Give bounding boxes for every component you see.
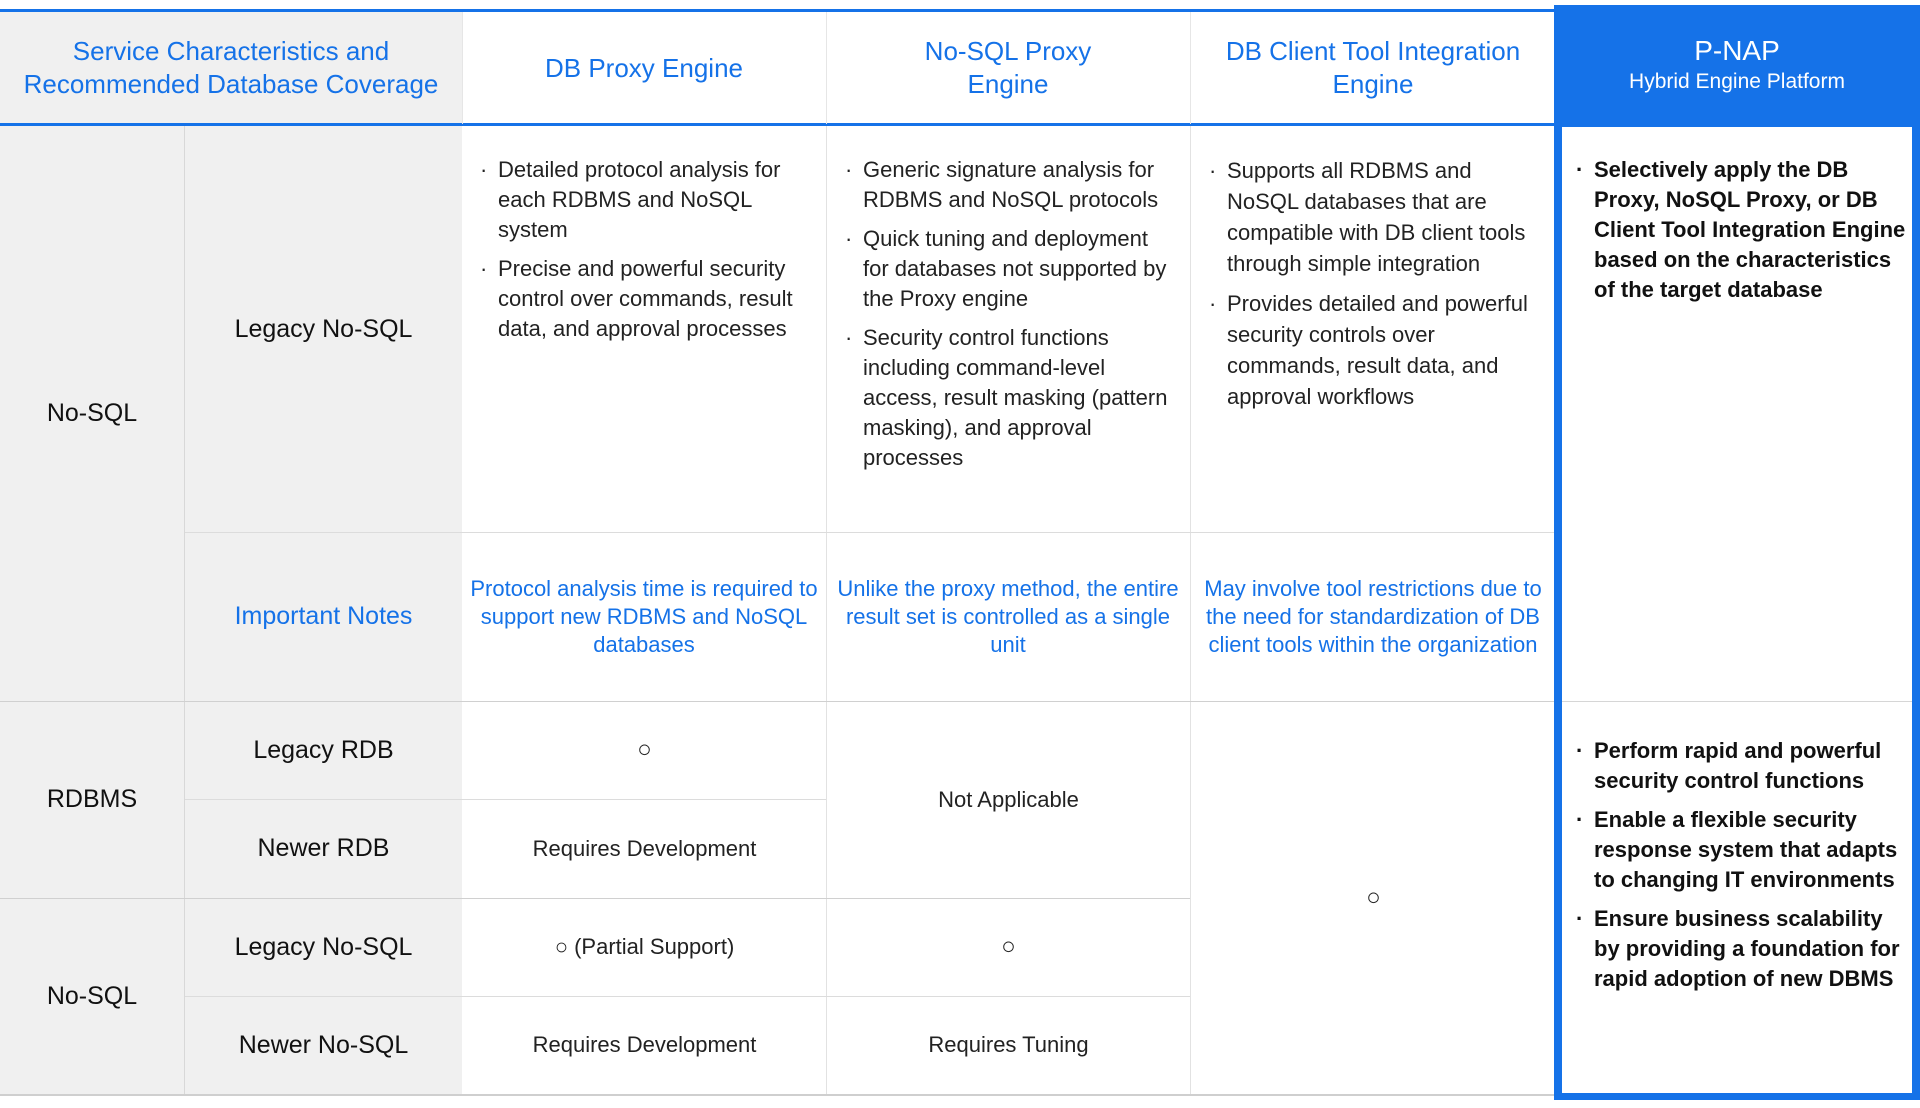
header-nosql-proxy xyxy=(826,12,1190,124)
row-label-newer-rdb-text: Newer RDB xyxy=(257,834,390,862)
list-item: · Generic signature analysis for RDBMS and NoSQL protocols xyxy=(845,155,1170,215)
row-label-legacy-nosql-2-text: Legacy No-SQL xyxy=(234,932,413,961)
header-divider xyxy=(462,12,463,124)
header-divider xyxy=(826,12,827,124)
row-label-newer-nosql-text: Newer No-SQL xyxy=(238,1030,409,1059)
note-nosql-proxy-text: Unlike the proxy method, the entire result set is controlled as a single unit xyxy=(837,575,1179,657)
cell-newer-nosql-db-proxy-text: Requires Development xyxy=(532,1032,757,1057)
cell-client-tool-features xyxy=(1209,155,1529,421)
row-label-important-notes-text: Important Notes xyxy=(234,602,413,630)
group-label-rdbms xyxy=(0,701,184,898)
group-label-nosql-text: No-SQL xyxy=(46,399,138,427)
pnap-header xyxy=(1554,5,1920,125)
circle-icon: ○ xyxy=(637,736,652,763)
list-item: · Security control functions including command-level access, result masking (pattern masking), and approval processes xyxy=(845,323,1170,473)
note-db-proxy-text: Protocol analysis time is required to support new RDBMS and NoSQL databases xyxy=(470,575,818,657)
cell-newer-rdb-db-proxy-text: Requires Development xyxy=(532,835,757,861)
group-label-rdbms-text: RDBMS xyxy=(46,785,138,813)
note-client-tool-text: May involve tool restrictions due to the need for standardization of DB client tools within the organization xyxy=(1204,575,1542,657)
group-label-nosql-2 xyxy=(0,898,184,1094)
cell-nosql-proxy-features xyxy=(845,155,1170,482)
cell-db-proxy-features xyxy=(480,155,800,353)
row-label-important-notes xyxy=(185,532,462,701)
pnap-upper-list xyxy=(1576,155,1906,314)
list-item: · Selectively apply the DB Proxy, NoSQL Proxy, or DB Client Tool Integration Engine based on the characteristics of the target database xyxy=(1576,155,1906,305)
pnap-lower-list xyxy=(1576,736,1906,1003)
circle-icon: ○ xyxy=(1366,883,1381,911)
row-label-newer-rdb xyxy=(185,799,462,898)
list-item: · Precise and powerful security control over commands, result data, and approval processes xyxy=(480,254,800,344)
header-col2-text: No-SQL Proxy Engine xyxy=(924,36,1092,99)
note-client-tool xyxy=(1198,532,1548,701)
row-label-legacy-rdb-text: Legacy RDB xyxy=(253,735,394,764)
header-col1-text: DB Proxy Engine xyxy=(545,52,743,83)
bottom-rule xyxy=(0,1094,1556,1096)
cell-legacy-nosql-db-proxy-text: ○ (Partial Support) xyxy=(554,934,735,959)
circle-icon: ○ xyxy=(1001,933,1016,960)
pnap-subtitle: Hybrid Engine Platform xyxy=(1629,70,1845,93)
cell-newer-nosql-nosql-proxy-text: Requires Tuning xyxy=(928,1032,1089,1057)
header-client-tool xyxy=(1190,12,1556,124)
cell-newer-nosql-db-proxy xyxy=(463,996,826,1094)
cell-legacy-nosql-db-proxy xyxy=(463,898,826,996)
list-item: · Quick tuning and deployment for databases not supported by the Proxy engine xyxy=(845,224,1170,314)
header-service-characteristics xyxy=(0,12,462,124)
row-label-legacy-rdb xyxy=(185,701,462,799)
row-label-legacy-nosql-text: Legacy No-SQL xyxy=(234,314,413,343)
header-col3-text: DB Client Tool Integration Engine xyxy=(1225,36,1521,99)
list-item: · Provides detailed and powerful security controls over commands, result data, and approval workflows xyxy=(1209,288,1529,412)
cell-rdbms-nosql-proxy xyxy=(827,701,1190,898)
list-item: · Perform rapid and powerful security control functions xyxy=(1576,736,1906,796)
group-label-nosql-2-text: No-SQL xyxy=(46,981,138,1010)
row-label-legacy-nosql-2 xyxy=(185,898,462,996)
cell-client-tool-lower xyxy=(1191,701,1556,1094)
row-label-legacy-nosql xyxy=(185,126,462,532)
header-divider xyxy=(1190,12,1191,124)
note-nosql-proxy xyxy=(834,532,1182,701)
cell-legacy-rdb-db-proxy xyxy=(463,701,826,799)
list-item: · Supports all RDBMS and NoSQL databases that are compatible with DB client tools through simple integration xyxy=(1209,155,1529,279)
header-db-proxy xyxy=(462,12,826,124)
header-col0-text: Service Characteristics and Recommended Database Coverage xyxy=(23,36,439,99)
row-label-newer-nosql xyxy=(185,996,462,1094)
list-item: · Enable a flexible security response system that adapts to changing IT environments xyxy=(1576,805,1906,895)
pnap-row-rule xyxy=(1562,701,1912,702)
group-label-nosql xyxy=(0,126,184,701)
list-item: · Detailed protocol analysis for each RDBMS and NoSQL system xyxy=(480,155,800,245)
cell-rdbms-nosql-proxy-text: Not Applicable xyxy=(938,786,1079,812)
note-db-proxy xyxy=(470,532,818,701)
cell-newer-nosql-nosql-proxy xyxy=(827,996,1190,1094)
pnap-title: P-NAP xyxy=(1694,35,1780,66)
list-item: · Ensure business scalability by providing a foundation for rapid adoption of new DBMS xyxy=(1576,904,1906,994)
cell-newer-rdb-db-proxy xyxy=(463,799,826,898)
cell-legacy-nosql-nosql-proxy xyxy=(827,898,1190,996)
